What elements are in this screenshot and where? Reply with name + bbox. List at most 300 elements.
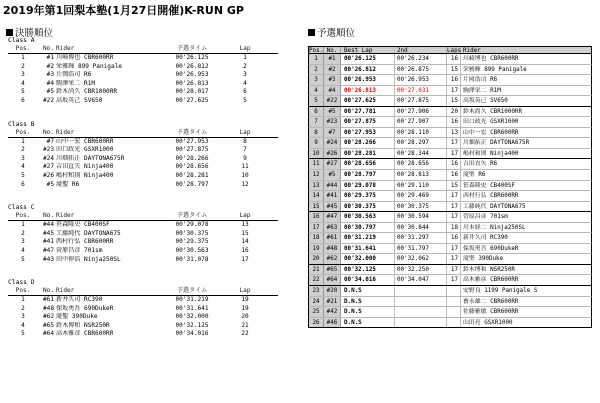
qualifying-cell-no: #1	[324, 54, 341, 64]
qualifying-cell-no: #20	[324, 286, 341, 296]
qualifying-row	[308, 233, 592, 244]
qualifying-cell-rider: 保坂勇吾 690DukeR	[463, 245, 519, 252]
qualifying-row	[308, 202, 592, 213]
qualifying-cell-no: #46	[324, 318, 341, 328]
qualifying-row	[308, 254, 592, 265]
final-header-lap: Lap	[239, 128, 251, 136]
qualifying-cell-pos: 4	[309, 86, 324, 96]
final-header-lap: Lap	[239, 287, 251, 295]
final-cell-no: #4	[46, 79, 54, 87]
class-label: Class B	[8, 120, 35, 128]
final-header-row	[8, 212, 278, 220]
final-header-rider: Rider	[56, 212, 75, 220]
qualifying-cell-no: #63	[324, 223, 341, 233]
qualifying-cell-no: #5	[324, 107, 341, 117]
qualifying-cell-pos: 19	[309, 244, 324, 254]
final-header-pos: Pos.	[15, 287, 31, 295]
qualifying-cell-pos: 7	[309, 117, 324, 127]
class-label: Class C	[8, 204, 35, 212]
qualifying-cell-laps: 15	[447, 65, 461, 75]
qualifying-header-pos: Pos.	[309, 48, 324, 54]
qualifying-row	[308, 318, 592, 329]
final-cell-pos: 1	[21, 54, 25, 61]
qualifying-cell-rider: 新井久司 RC390	[463, 235, 508, 242]
qualifying-cell-laps: 16	[447, 233, 461, 243]
qualifying-cell-pos: 8	[309, 128, 324, 138]
final-cell-rider: 笹森隆史 CB400SF	[56, 221, 110, 229]
qualifying-row	[308, 149, 592, 160]
final-cell-rider: 嶋村和則 Ninja400	[56, 171, 114, 179]
final-cell-time: 00'29.375	[175, 238, 209, 246]
final-cell-no: #44	[42, 221, 54, 229]
final-cell-lap: 12	[241, 180, 249, 188]
qualifying-cell-no: #22	[324, 96, 341, 106]
final-cell-time: 00'32.125	[175, 321, 209, 329]
final-result-row	[8, 146, 278, 155]
final-cell-lap: 9	[243, 154, 247, 162]
final-result-row	[8, 163, 278, 172]
final-cell-time: 00'28.656	[175, 163, 209, 171]
final-cell-pos: 5	[21, 330, 25, 338]
final-header-no: No.	[42, 287, 54, 295]
final-cell-no: #43	[42, 255, 54, 263]
qualifying-cell-rider: 西村行弘 CBR600RR	[463, 193, 519, 200]
qualifying-cell-laps: 17	[447, 202, 461, 212]
qualifying-cell-pos: 12	[309, 170, 324, 180]
qualifying-cell-pos: 9	[309, 138, 324, 148]
qualifying-cell-pos: 11	[309, 159, 324, 169]
qualifying-cell-rider: 安野良 1199 Panigale S	[463, 288, 538, 295]
final-header-pos: Pos.	[15, 45, 31, 52]
final-cell-pos: 6	[21, 180, 25, 188]
qualifying-heading	[308, 25, 355, 39]
final-header-rider: Rider	[56, 287, 75, 295]
qualifying-cell-best: 00'29.375	[341, 191, 395, 201]
final-cell-lap: 2	[243, 62, 247, 70]
page-title: 2019年第1回梨本塾(1月27日開催)K-RUN GP	[3, 4, 244, 17]
final-cell-rider: 高木雅彦 CBR600RR	[56, 330, 114, 338]
final-header-rider: Rider	[56, 128, 75, 136]
qualifying-row	[308, 86, 592, 97]
final-cell-lap: 1	[243, 54, 247, 61]
qualifying-cell-pos: 20	[309, 254, 324, 264]
qualifying-cell-second	[395, 318, 447, 328]
qualifying-cell-best: D.N.S	[341, 297, 395, 307]
qualifying-cell-best: 00'28.281	[341, 149, 395, 159]
final-cell-lap: 15	[241, 229, 249, 237]
final-cell-rider: 川畑拓正 DAYTONA675R	[56, 154, 125, 162]
qualifying-cell-best: 00'26.813	[341, 86, 395, 96]
final-cell-rider: 田口政光 GSXR1000	[56, 146, 114, 154]
qualifying-cell-laps: 16	[447, 170, 461, 180]
final-cell-pos: 2	[21, 229, 25, 237]
qualifying-cell-rider: 鈴木尚久 CBR1000RR	[463, 108, 523, 115]
qualifying-row	[308, 138, 592, 149]
qualifying-cell-rider: 嶋村和則 Ninja400	[463, 150, 519, 157]
final-cell-time: 00'26.125	[175, 54, 209, 61]
final-cell-lap: 22	[241, 330, 249, 338]
qualifying-cell-second: 00'28.656	[395, 159, 447, 169]
class-spacer	[8, 264, 278, 278]
qualifying-cell-no: #24	[324, 138, 341, 148]
final-cell-time: 00'28.281	[175, 171, 209, 179]
qualifying-row	[308, 117, 592, 128]
qualifying-cell-best: 00'28.266	[341, 138, 395, 148]
qualifying-cell-no: #61	[324, 233, 341, 243]
qualifying-cell-laps: 17	[447, 254, 461, 264]
final-cell-pos: 5	[21, 171, 25, 179]
final-cell-rider: 川崎博也 CBR600RR	[56, 54, 114, 61]
final-header-lap: Lap	[239, 45, 251, 52]
qualifying-cell-rider: 栄雅輝 899 Panigale	[463, 66, 527, 73]
final-cell-time: 00'26.813	[175, 79, 209, 87]
final-cell-lap: 20	[241, 313, 249, 321]
qualifying-row	[308, 75, 592, 86]
qualifying-cell-no: #2	[324, 65, 341, 75]
final-cell-pos: 1	[21, 296, 25, 304]
final-cell-pos: 2	[21, 146, 25, 154]
qualifying-cell-second: 00'28.813	[395, 170, 447, 180]
qualifying-cell-rider: 滝聖 390Duke	[463, 256, 504, 263]
final-cell-pos: 3	[21, 71, 25, 79]
qualifying-cell-laps	[447, 297, 461, 307]
qualifying-cell-laps: 17	[447, 138, 461, 148]
qualifying-row	[308, 170, 592, 181]
final-cell-lap: 11	[241, 163, 249, 171]
final-header-time: 予選タイム	[176, 45, 208, 52]
final-cell-rider: 栄雅輝 899 Panigale	[56, 62, 122, 70]
qualifying-cell-laps: 17	[447, 275, 461, 285]
qualifying-cell-best: 00'26.125	[341, 54, 395, 64]
final-header-time: 予選タイム	[176, 287, 208, 295]
qualifying-cell-second	[395, 286, 447, 296]
final-cell-lap: 17	[241, 255, 249, 263]
final-result-row	[8, 63, 278, 72]
qualifying-cell-second: 00'31.297	[395, 233, 447, 243]
final-cell-pos: 3	[21, 313, 25, 321]
final-cell-no: #45	[42, 229, 54, 237]
final-result-row	[8, 138, 278, 147]
final-cell-rider: 滝聖 R6	[56, 180, 80, 188]
final-cell-time: 00'27.875	[175, 146, 209, 154]
final-cell-no: #3	[46, 71, 54, 79]
qualifying-cell-second	[395, 297, 447, 307]
square-bullet-icon	[308, 29, 315, 36]
qualifying-cell-no: #5	[324, 170, 341, 180]
qualifying-cell-best: 00'27.875	[341, 117, 395, 127]
qualifying-cell-laps: 16	[447, 75, 461, 85]
final-header-time: 予選タイム	[176, 128, 208, 136]
final-result-row	[8, 155, 278, 164]
qualifying-cell-laps	[447, 307, 461, 317]
final-cell-no: #27	[42, 163, 54, 171]
final-cell-pos: 2	[21, 62, 25, 70]
qualifying-cell-pos: 17	[309, 223, 324, 233]
qualifying-cell-second: 00'32.250	[395, 265, 447, 275]
qualifying-cell-second: 00'28.110	[395, 128, 447, 138]
qualifying-cell-rider: 吉田直矢 R6	[463, 161, 498, 168]
qualifying-cell-second: 00'30.844	[395, 223, 447, 233]
final-cell-time: 00'27.625	[175, 96, 209, 104]
final-cell-rider: 工藤純代 DAYTONA675	[56, 229, 121, 237]
final-cell-pos: 6	[21, 96, 25, 104]
qualifying-row	[308, 307, 592, 318]
qualifying-cell-rider: 畜永雄二 CBR600RR	[463, 298, 519, 305]
qualifying-cell-no: #26	[324, 149, 341, 159]
qualifying-cell-second: 00'27.031	[395, 86, 447, 96]
final-cell-no: #41	[42, 238, 54, 246]
qualifying-header-second: 2nd	[395, 47, 447, 53]
qualifying-cell-second: 00'26.875	[395, 65, 447, 75]
qualifying-cell-rider: 山田亮 GSXR1000	[463, 319, 513, 326]
qualifying-cell-laps	[447, 318, 461, 328]
final-cell-no: #47	[42, 246, 54, 254]
final-header-no: No.	[42, 128, 54, 136]
qualifying-cell-no: #48	[324, 244, 341, 254]
final-header-time: 予選タイム	[176, 212, 208, 220]
qualifying-cell-best: 00'30.563	[341, 212, 395, 222]
final-cell-rider: 保坂勇吾 690DukeR	[56, 304, 114, 312]
qualifying-cell-second: 00'30.375	[395, 202, 447, 212]
qualifying-cell-rider: 菅原昌彦 701sm	[463, 214, 508, 221]
final-cell-time: 00'30.375	[175, 229, 209, 237]
final-cell-no: #61	[42, 296, 54, 304]
qualifying-row	[308, 96, 592, 107]
final-result-row	[8, 80, 278, 89]
qualifying-cell-rider: 片岡浩司 R6	[463, 77, 498, 84]
qualifying-cell-laps: 16	[447, 159, 461, 169]
final-cell-rider: 鈴木博和 NSR250R	[56, 321, 110, 329]
final-result-row	[8, 54, 278, 63]
qualifying-row	[308, 159, 592, 170]
qualifying-cell-pos: 10	[309, 149, 324, 159]
final-cell-lap: 10	[241, 171, 249, 179]
final-cell-lap: 21	[241, 321, 249, 329]
final-cell-pos: 5	[21, 255, 25, 263]
final-cell-time: 00'31.078	[175, 255, 209, 263]
final-cell-lap: 4	[243, 79, 247, 87]
qualifying-cell-laps: 17	[447, 149, 461, 159]
qualifying-header-best: Best Lap	[341, 47, 395, 53]
final-result-row	[8, 97, 278, 106]
final-cell-no: #1	[46, 54, 54, 61]
final-cell-time: 00'31.641	[175, 304, 209, 312]
final-header-no: No.	[42, 45, 54, 52]
final-cell-lap: 19	[241, 304, 249, 312]
qualifying-cell-second: 00'30.594	[395, 212, 447, 222]
final-header-row	[8, 129, 278, 137]
final-cell-rider: 田中伸浩 Ninja250SL	[56, 255, 121, 263]
qualifying-cell-laps: 18	[447, 223, 461, 233]
final-cell-rider: 山中一宏 CBR600RR	[56, 137, 114, 145]
qualifying-cell-pos: 5	[309, 96, 324, 106]
qualifying-cell-second: 00'28.297	[395, 138, 447, 148]
qualifying-cell-best: 00'29.078	[341, 181, 395, 191]
final-cell-no: #24	[42, 154, 54, 162]
final-cell-no: #48	[42, 304, 54, 312]
final-cell-time: 00'26.953	[175, 71, 209, 79]
final-header-no: No.	[42, 212, 54, 220]
qualifying-row	[308, 65, 592, 76]
final-cell-no: #64	[42, 330, 54, 338]
qualifying-cell-rider: 田口政光 GSXR1000	[463, 119, 519, 126]
qualifying-row	[308, 54, 592, 65]
qualifying-cell-laps: 17	[447, 191, 461, 201]
qualifying-cell-pos: 15	[309, 202, 324, 212]
final-cell-no: #65	[42, 321, 54, 329]
final-cell-rider: 鈴木尚久 CBR1000RR	[56, 88, 118, 96]
final-cell-time: 00'28.017	[175, 88, 209, 96]
qualifying-cell-best: 00'27.953	[341, 128, 395, 138]
final-result-row	[8, 88, 278, 97]
final-result-row	[8, 247, 278, 256]
qualifying-cell-no: #4	[324, 86, 341, 96]
final-cell-no: #62	[42, 313, 54, 321]
qualifying-cell-pos: 18	[309, 233, 324, 243]
qualifying-cell-rider: 滝聖 R6	[463, 172, 486, 179]
qualifying-cell-rider: 高木雅彦 CBR600RR	[463, 277, 519, 284]
final-cell-no: #2	[46, 62, 54, 70]
qualifying-cell-pos: 23	[309, 286, 324, 296]
final-cell-pos: 4	[21, 79, 25, 87]
qualifying-cell-no: #27	[324, 159, 341, 169]
final-result-row	[8, 238, 278, 247]
qualifying-cell-best: 00'31.641	[341, 244, 395, 254]
final-cell-pos: 1	[21, 137, 25, 145]
class-spacer	[8, 106, 278, 120]
final-header-rider: Rider	[56, 45, 75, 52]
qualifying-cell-no: #65	[324, 265, 341, 275]
final-cell-lap: 19	[241, 296, 249, 304]
qualifying-cell-second: 00'28.344	[395, 149, 447, 159]
final-cell-lap: 8	[243, 137, 247, 145]
qualifying-header-row	[308, 46, 592, 54]
qualifying-row	[308, 286, 592, 297]
qualifying-cell-pos: 6	[309, 107, 324, 117]
final-cell-no: #22	[42, 96, 54, 104]
final-cell-time: 00'32.000	[175, 313, 209, 321]
final-header-pos: Pos.	[15, 212, 31, 220]
qualifying-cell-best: 00'28.656	[341, 159, 395, 169]
qualifying-cell-rider: 鈴木博和 NSR250R	[463, 266, 515, 273]
final-cell-pos: 5	[21, 88, 25, 96]
qualifying-cell-pos: 1	[309, 54, 324, 64]
final-cell-lap: 14	[241, 238, 249, 246]
final-cell-no: #23	[42, 146, 54, 154]
final-header-lap: Lap	[239, 212, 251, 220]
final-result-row	[8, 71, 278, 80]
final-cell-rider: 吉田直矢 Ninja400	[56, 163, 114, 171]
qualifying-row	[308, 107, 592, 118]
qualifying-cell-laps: 16	[447, 54, 461, 64]
qualifying-row	[308, 212, 592, 223]
qualifying-cell-rider: 工藤純代 DAYTONA675	[463, 203, 526, 210]
qualifying-label: 予選順位	[317, 28, 356, 39]
qualifying-cell-no: #64	[324, 275, 341, 285]
qualifying-cell-best: 00'34.016	[341, 275, 395, 285]
class-label: Class A	[8, 37, 35, 44]
final-result-row	[8, 322, 278, 331]
final-cell-time: 00'27.953	[175, 137, 209, 145]
class-spacer	[8, 189, 278, 203]
qualifying-cell-second: 00'26.234	[395, 54, 447, 64]
final-cell-time: 00'26.812	[175, 62, 209, 70]
qualifying-cell-best: 00'30.375	[341, 202, 395, 212]
qualifying-row	[308, 297, 592, 308]
final-cell-rider: 高坂英己 SV650	[56, 96, 103, 104]
qualifying-cell-rider: 笹森隆史 CB400SF	[463, 182, 515, 189]
qualifying-cell-laps: 17	[447, 244, 461, 254]
qualifying-cell-rider: 川本経二 Ninja250SL	[463, 224, 526, 231]
final-result-row	[8, 221, 278, 230]
final-cell-rider: 片岡浩司 R6	[56, 71, 92, 79]
class-label: Class D	[8, 279, 35, 287]
final-cell-no: #5	[46, 180, 54, 188]
qualifying-cell-no: #44	[324, 181, 341, 191]
final-header-row	[8, 287, 278, 295]
qualifying-cell-pos: 16	[309, 212, 324, 222]
qualifying-cell-no: #45	[324, 202, 341, 212]
qualifying-cell-best: 00'32.125	[341, 265, 395, 275]
qualifying-cell-rider: 川畑拓正 DAYTONA675R	[463, 140, 530, 147]
qualifying-cell-best: 00'28.797	[341, 170, 395, 180]
qualifying-cell-no: #47	[324, 212, 341, 222]
qualifying-header-rider: Rider	[463, 48, 481, 53]
qualifying-cell-best: D.N.S	[341, 318, 395, 328]
qualifying-cell-second: 00'31.797	[395, 244, 447, 254]
final-cell-no: #5	[46, 88, 54, 96]
qualifying-cell-best: 00'31.219	[341, 233, 395, 243]
qualifying-cell-best: 00'27.625	[341, 96, 395, 106]
final-result-row	[8, 181, 278, 190]
qualifying-cell-laps: 13	[447, 128, 461, 138]
final-header-row	[8, 45, 278, 53]
final-cell-pos: 4	[21, 321, 25, 329]
qualifying-cell-pos: 22	[309, 275, 324, 285]
qualifying-cell-laps: 17	[447, 212, 461, 222]
qualifying-cell-laps	[447, 286, 461, 296]
qualifying-cell-laps: 15	[447, 96, 461, 106]
qualifying-cell-no: #42	[324, 307, 341, 317]
final-cell-no: #26	[42, 171, 54, 179]
qualifying-cell-no: #62	[324, 254, 341, 264]
final-results-label: 決勝順位	[15, 28, 54, 39]
final-cell-rider: 駒澤栄二 R1M	[56, 79, 96, 87]
qualifying-cell-best: 00'32.000	[341, 254, 395, 264]
final-cell-lap: 5	[243, 96, 247, 104]
qualifying-cell-no: #23	[324, 117, 341, 127]
qualifying-cell-second: 00'34.047	[395, 275, 447, 285]
qualifying-cell-laps: 16	[447, 117, 461, 127]
qualifying-cell-second: 00'26.953	[395, 75, 447, 85]
qualifying-cell-laps: 20	[447, 107, 461, 117]
qualifying-cell-laps: 17	[447, 265, 461, 275]
qualifying-cell-second: 00'32.062	[395, 254, 447, 264]
final-cell-pos: 4	[21, 246, 25, 254]
qualifying-row	[308, 265, 592, 276]
final-header-pos: Pos.	[15, 128, 31, 136]
qualifying-cell-second: 00'27.906	[395, 107, 447, 117]
final-cell-pos: 2	[21, 304, 25, 312]
final-cell-no: #7	[46, 137, 54, 145]
qualifying-cell-pos: 25	[309, 307, 324, 317]
qualifying-cell-pos: 24	[309, 297, 324, 307]
final-result-row	[8, 296, 278, 305]
qualifying-cell-pos: 14	[309, 191, 324, 201]
final-cell-pos: 4	[21, 163, 25, 171]
qualifying-cell-no: #7	[324, 128, 341, 138]
final-cell-lap: 16	[241, 246, 249, 254]
